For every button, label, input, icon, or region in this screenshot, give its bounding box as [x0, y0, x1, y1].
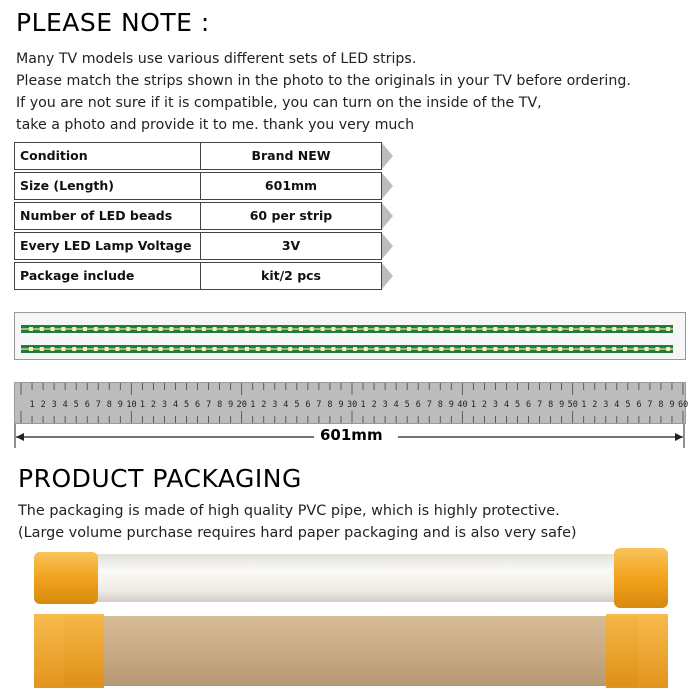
led-bead: [493, 347, 497, 351]
cardboard-package-graphic: [34, 614, 668, 688]
led-bead: [666, 347, 670, 351]
ruler-digit: 9: [117, 400, 123, 410]
led-bead: [148, 327, 152, 331]
led-bead: [29, 327, 33, 331]
led-bead: [515, 327, 519, 331]
ruler-digit: 60: [678, 400, 689, 410]
arrow-icon: [382, 172, 394, 200]
spec-row-condition: [14, 142, 394, 170]
ruler-digit: 1: [360, 400, 366, 410]
ruler-digit: 40: [457, 400, 468, 410]
led-bead: [61, 347, 65, 351]
led-bead: [277, 327, 281, 331]
cardboard-package-photo: [34, 614, 668, 688]
ruler-digit: 50: [567, 400, 578, 410]
led-bead: [202, 347, 206, 351]
note-title: PLEASE NOTE :: [16, 8, 210, 37]
length-label: 601mm: [320, 426, 383, 444]
led-bead: [310, 327, 314, 331]
led-bead: [612, 347, 616, 351]
led-bead: [655, 347, 659, 351]
spec-row-voltage: [14, 232, 394, 260]
led-bead: [331, 327, 335, 331]
arrow-icon: [382, 202, 394, 230]
led-bead: [353, 327, 357, 331]
ruler-digit: 5: [404, 400, 410, 410]
led-bead: [115, 327, 119, 331]
led-bead: [191, 347, 195, 351]
tape-end-right: [614, 548, 668, 608]
led-bead: [623, 327, 627, 331]
led-bead: [537, 347, 541, 351]
arrow-icon: [382, 142, 394, 170]
tape-end-left: [34, 552, 98, 604]
led-bead: [407, 347, 411, 351]
ruler-digit: 4: [62, 400, 68, 410]
ruler-digit: 5: [73, 400, 79, 410]
led-bead: [223, 347, 227, 351]
spec-value: kit/2 pcs: [200, 262, 382, 290]
led-bead: [645, 347, 649, 351]
led-bead: [493, 327, 497, 331]
ruler: [14, 382, 689, 424]
led-bead: [439, 347, 443, 351]
led-bead: [331, 347, 335, 351]
led-bead: [623, 347, 627, 351]
led-bead: [537, 327, 541, 331]
note-text: [16, 48, 631, 136]
led-bead: [29, 347, 33, 351]
ruler-digit: 9: [448, 400, 454, 410]
ruler-digit: 5: [184, 400, 190, 410]
led-bead: [137, 327, 141, 331]
ruler-digit: 4: [393, 400, 399, 410]
ruler-digit: 5: [625, 400, 631, 410]
led-bead: [245, 327, 249, 331]
packaging-line: The packaging is made of high quality PVC pipe, which is highly protective.: [18, 503, 560, 519]
led-bead: [299, 327, 303, 331]
spec-label: Package include: [14, 262, 201, 290]
spec-value: 601mm: [200, 172, 382, 200]
spec-table: [14, 142, 394, 292]
ruler-digit: 8: [658, 400, 664, 410]
led-bead: [515, 347, 519, 351]
led-bead: [234, 347, 238, 351]
led-bead: [483, 327, 487, 331]
led-bead: [461, 347, 465, 351]
ruler-digit: 20: [236, 400, 247, 410]
led-bead: [385, 347, 389, 351]
ruler-digit: 6: [415, 400, 421, 410]
led-bead: [299, 347, 303, 351]
led-bead: [558, 347, 562, 351]
led-bead: [591, 347, 595, 351]
ruler-digit: 8: [437, 400, 443, 410]
led-bead: [342, 347, 346, 351]
led-bead: [472, 347, 476, 351]
led-bead: [655, 327, 659, 331]
ruler-digit: 7: [537, 400, 543, 410]
led-bead: [169, 327, 173, 331]
led-bead: [364, 347, 368, 351]
led-bead: [612, 327, 616, 331]
led-bead: [148, 347, 152, 351]
ruler-digit: 2: [40, 400, 46, 410]
led-bead: [396, 347, 400, 351]
led-bead: [569, 327, 573, 331]
ruler-digit: 9: [669, 400, 675, 410]
ruler-digit: 6: [84, 400, 90, 410]
ruler-digit: 3: [382, 400, 388, 410]
led-bead: [461, 327, 465, 331]
ruler-graphic: [15, 383, 689, 423]
spec-row-led-count: [14, 202, 394, 230]
ruler-digit: 3: [492, 400, 499, 410]
led-bead: [472, 327, 476, 331]
led-bead: [180, 327, 184, 331]
led-bead: [634, 327, 638, 331]
led-bead: [429, 327, 433, 331]
led-bead: [213, 347, 217, 351]
ruler-digit: 2: [592, 400, 598, 410]
led-bead: [115, 347, 119, 351]
spec-label: Every LED Lamp Voltage: [14, 232, 201, 260]
ruler-digit: 3: [272, 400, 278, 410]
led-bead: [51, 347, 55, 351]
arrow-icon: [382, 262, 394, 290]
ruler-digit: 8: [217, 400, 223, 410]
led-bead: [504, 327, 508, 331]
led-bead: [353, 347, 357, 351]
led-bead: [418, 347, 422, 351]
ruler-digit: 10: [126, 400, 137, 410]
led-bead: [375, 327, 379, 331]
ruler-digit: 1: [581, 400, 587, 410]
spec-label: Condition: [14, 142, 201, 170]
pvc-tube-photo: [34, 548, 668, 608]
ruler-digit: 7: [316, 400, 322, 410]
ruler-digit: 3: [603, 400, 609, 410]
led-bead: [526, 347, 530, 351]
ruler-digit: 5: [294, 400, 300, 410]
spec-value: 60 per strip: [200, 202, 382, 230]
ruler-digit: 4: [283, 400, 289, 410]
ruler-digit: 30: [347, 400, 358, 410]
led-strips-photo: [14, 312, 686, 360]
spec-row-size: [14, 172, 394, 200]
ruler-digit: 9: [338, 400, 344, 410]
led-bead: [288, 347, 292, 351]
led-bead: [94, 347, 98, 351]
led-bead: [40, 327, 44, 331]
led-bead: [169, 347, 173, 351]
led-bead: [418, 327, 422, 331]
led-bead: [310, 347, 314, 351]
ruler-digit: 7: [206, 400, 212, 410]
ruler-digit: 2: [481, 400, 488, 410]
led-bead: [126, 327, 130, 331]
led-bead: [580, 347, 584, 351]
ruler-digit: 1: [250, 400, 256, 410]
led-bead: [191, 327, 195, 331]
led-bead: [547, 327, 551, 331]
led-bead: [202, 327, 206, 331]
ruler-digit: 2: [150, 400, 157, 410]
ruler-digit: 6: [636, 400, 642, 410]
led-bead: [396, 327, 400, 331]
led-bead: [364, 327, 368, 331]
ruler-digit: 1: [29, 400, 35, 410]
led-bead: [558, 327, 562, 331]
led-bead: [256, 327, 260, 331]
led-bead: [256, 347, 260, 351]
packaging-line: (Large volume purchase requires hard paper packaging and is also very safe): [18, 525, 577, 541]
led-bead: [288, 327, 292, 331]
ruler-digit: 7: [647, 400, 653, 410]
packaging-title: PRODUCT PACKAGING: [18, 464, 302, 493]
led-bead: [385, 327, 389, 331]
led-bead: [407, 327, 411, 331]
led-bead: [666, 327, 670, 331]
ruler-digit: 7: [95, 400, 101, 410]
led-bead: [159, 347, 163, 351]
led-bead: [580, 327, 584, 331]
led-bead: [569, 347, 573, 351]
ruler-digit: 3: [161, 400, 168, 410]
led-bead: [40, 347, 44, 351]
ruler-digit: 8: [548, 400, 554, 410]
led-bead: [277, 347, 281, 351]
led-bead: [450, 327, 454, 331]
cardboard-box: [64, 616, 638, 686]
tape-end-right: [606, 614, 668, 688]
ruler-digit: 7: [426, 400, 432, 410]
ruler-digit: 1: [470, 400, 476, 410]
pvc-tube-graphic: [34, 548, 668, 608]
ruler-digit: 8: [327, 400, 333, 410]
led-bead: [213, 327, 217, 331]
led-bead: [105, 327, 109, 331]
led-bead: [245, 347, 249, 351]
note-line: If you are not sure if it is compatible, you can turn on the inside of the TV,: [16, 95, 542, 111]
led-bead: [504, 347, 508, 351]
ruler-digit: 9: [228, 400, 234, 410]
spec-label: Size (Length): [14, 172, 201, 200]
led-bead: [526, 327, 530, 331]
tape-end-left: [34, 614, 104, 688]
led-bead: [267, 347, 271, 351]
led-bead: [429, 347, 433, 351]
led-bead: [61, 327, 65, 331]
led-bead: [634, 347, 638, 351]
ruler-digit: 2: [261, 400, 267, 410]
ruler-digit: 6: [305, 400, 311, 410]
led-bead: [645, 327, 649, 331]
pvc-tube-body: [74, 554, 630, 602]
led-bead: [547, 347, 551, 351]
led-bead: [72, 327, 76, 331]
arrow-icon: [382, 232, 394, 260]
ruler-digit: 8: [106, 400, 112, 410]
led-bead: [105, 347, 109, 351]
led-bead: [483, 347, 487, 351]
ruler-digit: 4: [503, 400, 510, 410]
packaging-text: [18, 500, 577, 544]
ruler-digit: 5: [515, 400, 521, 410]
note-line: Many TV models use various different sets of LED strips.: [16, 51, 417, 67]
spec-row-package: [14, 262, 394, 290]
led-bead: [83, 347, 87, 351]
led-bead: [126, 347, 130, 351]
ruler-digit: 4: [172, 400, 179, 410]
ruler-digit: 6: [526, 400, 532, 410]
spec-value: Brand NEW: [200, 142, 382, 170]
led-bead: [234, 327, 238, 331]
led-bead: [439, 327, 443, 331]
led-bead: [159, 327, 163, 331]
led-bead: [342, 327, 346, 331]
led-bead: [72, 347, 76, 351]
led-bead: [223, 327, 227, 331]
led-bead: [591, 327, 595, 331]
led-bead: [450, 347, 454, 351]
led-bead: [321, 347, 325, 351]
spec-label: Number of LED beads: [14, 202, 201, 230]
ruler-digit: 6: [195, 400, 201, 410]
led-bead: [51, 327, 55, 331]
led-bead: [321, 327, 325, 331]
led-bead: [267, 327, 271, 331]
led-bead: [137, 347, 141, 351]
ruler-digit: 1: [139, 400, 145, 410]
ruler-digit: 4: [614, 400, 620, 410]
note-line: Please match the strips shown in the photo to the originals in your TV before ordering.: [16, 73, 631, 89]
led-strips-graphic: [15, 313, 685, 359]
led-bead: [180, 347, 184, 351]
note-line: take a photo and provide it to me. thank you very much: [16, 117, 415, 133]
ruler-digit: 2: [371, 400, 377, 410]
ruler-digit: 9: [559, 400, 565, 410]
spec-value: 3V: [200, 232, 382, 260]
led-bead: [601, 327, 605, 331]
led-bead: [83, 327, 87, 331]
ruler-digit: 3: [51, 400, 57, 410]
led-bead: [375, 347, 379, 351]
led-bead: [601, 347, 605, 351]
led-bead: [94, 327, 98, 331]
